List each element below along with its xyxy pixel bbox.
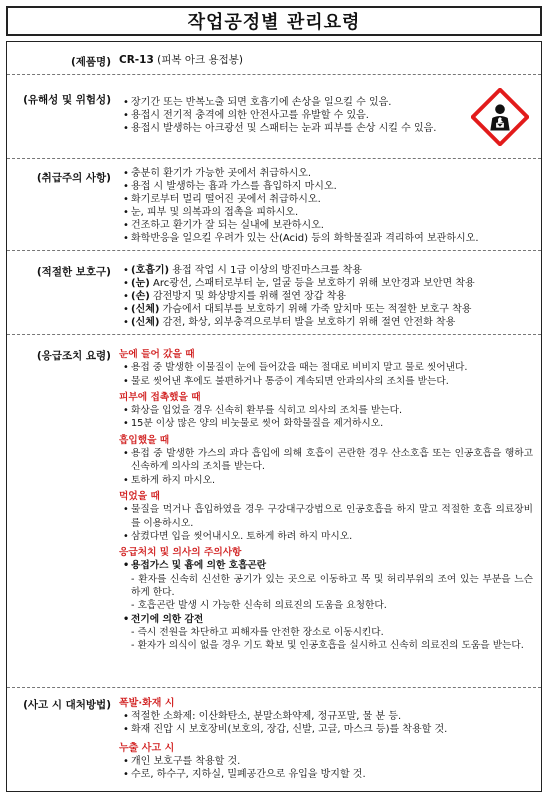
inhale-item: • 토하게 하지 마시오. — [119, 474, 533, 487]
doctor-line: - 호흡곤란 발생 시 가능한 신속히 의료진의 도움을 요청한다. — [131, 600, 387, 612]
handling-item: • 화학반응을 일으킬 우려가 있는 산(Acid) 등의 화학물질과 격리하여 보관하시오. — [119, 232, 533, 245]
product-desc: (피복 아크 용접봉) — [157, 54, 243, 66]
ingest-heading: 먹었을 때 — [119, 490, 160, 502]
eye-item: • 물로 씻어낸 후에도 불편하거나 통증이 계속되면 안과의사의 조치를 받는다. — [119, 375, 533, 388]
product-code: CR-13 — [119, 54, 154, 66]
ppe-item: • (신체) 가슴에서 대퇴부를 보호하기 위해 가죽 앞치마 또는 적절한 보호구 착용 — [119, 303, 533, 316]
handling-item: • 눈, 피부 및 의복과의 접촉을 피하시오. — [119, 206, 533, 219]
inhale-item: • 용접 중 발생한 가스의 과다 흡입에 의해 호흡이 곤란한 경우 산소호흡 또는 인공호흡을 행하고 신속하게 의사의 조치를 받는다. — [119, 447, 533, 474]
hazard-item: • 용접시 발생하는 아크광선 및 스패터는 눈과 피부를 손상 시킬 수 있음. — [119, 122, 459, 135]
hazard-label: (유해성 및 위험성) — [23, 94, 111, 106]
fire-item: • 화재 진압 시 보호장비(보호의, 장갑, 신발, 고글, 마스크 등)를 착용할 것. — [119, 723, 533, 736]
handling-item: • 충분히 환기가 가능한 곳에서 취급하시오. — [119, 167, 533, 180]
inhale-heading: 흡입했을 때 — [119, 434, 170, 446]
handling-label: (취급주의 사항) — [36, 172, 111, 184]
page-title — [6, 6, 542, 36]
leak-item: • 개인 보호구를 착용할 것. — [119, 755, 533, 768]
leak-heading: 누출 사고 시 — [119, 743, 175, 754]
fire-item: • 적절한 소화제: 이산화탄소, 분말소화약제, 정규포말, 물 분 등. — [119, 710, 533, 723]
accident-label: (사고 시 대처방법) — [23, 699, 111, 711]
ingest-item: • 물질을 먹거나 흡입하였을 경우 구강대구강법으로 인공호흡을 하지 말고 적절한 호흡 의료장비를 이용하시오. — [119, 503, 533, 530]
handling-item: • 용접 시 발생하는 흄과 가스를 흡입하지 마시오. — [119, 180, 533, 193]
handling-item: • 화기로부터 멀리 떨어진 곳에서 취급하시오. — [119, 193, 533, 206]
ppe-label: (적절한 보호구) — [36, 266, 111, 278]
leak-item: • 수로, 하수구, 지하실, 밀폐공간으로 유입을 방지할 것. — [119, 768, 533, 781]
fire-heading: 폭발·화재 시 — [119, 698, 175, 709]
doctor-line: - 환자를 신속히 신선한 공기가 있는 곳으로 이동하고 목 및 허리부위의 조여 있는 부분을 느슨하게 한다. — [131, 573, 533, 599]
skin-heading: 피부에 접촉했을 때 — [119, 391, 201, 403]
divider — [7, 74, 541, 75]
doctor-sub-heading: • 전기에 의한 감전 — [119, 613, 533, 626]
ppe-item: • (신체) 감전, 화상, 외부충격으로부터 발을 보호하기 위해 절연 안전화 착용 — [119, 316, 533, 329]
doctor-heading: 응급처치 및 의사의 주의사항 — [119, 547, 242, 559]
doctor-sub-heading: • 용접가스 및 흄에 의한 호흡곤란 — [119, 559, 533, 572]
ppe-item: • (눈) Arc광선, 스패터로부터 눈, 얼굴 등을 보호하기 위해 보안경과 보안면 착용 — [119, 277, 533, 290]
handling-item: • 건조하고 환기가 잘 되는 실내에 보관하시오. — [119, 219, 533, 232]
skin-item: • 15분 이상 많은 양의 비눗물로 씻어 화학물질을 제거하시오. — [119, 417, 533, 430]
ghs-health-hazard-icon — [471, 88, 529, 146]
eye-heading: 눈에 들어 갔을 때 — [119, 349, 195, 360]
doctor-line: - 환자가 의식이 없을 경우 기도 확보 및 인공호흡을 실시하고 신속히 의료진의 도움을 받는다. — [131, 640, 524, 652]
eye-item: • 용접 중 발생한 이물질이 눈에 들어갔을 때는 절대로 비비지 말고 물로 씻어낸다. — [119, 361, 533, 374]
product-label: (제품명) — [70, 56, 111, 68]
ppe-item: • (손) 감전방지 및 화상방지를 위해 절연 장갑 착용 — [119, 290, 533, 303]
skin-item: • 화상을 입었을 경우 신속히 환부를 식히고 의사의 조치를 받는다. — [119, 404, 533, 417]
hazard-item: • 장기간 또는 반복노출 되면 호흡기에 손상을 일으킬 수 있음. — [119, 96, 459, 109]
doctor-line: - 즉시 전원을 차단하고 피해자를 안전한 장소로 이동시킨다. — [131, 626, 384, 638]
ppe-item: • (호흡기) 용접 작업 시 1급 이상의 방진마스크를 착용 — [119, 264, 533, 277]
hazard-item: • 용접시 전기적 충격에 의한 안전사고를 유발할 수 있음. — [119, 109, 459, 122]
first-aid-label: (응급조치 요령) — [36, 350, 111, 362]
divider — [7, 250, 541, 251]
divider — [7, 158, 541, 159]
divider — [7, 334, 541, 335]
divider — [7, 687, 541, 688]
page-title-text: 작업공정별 관리요령 — [187, 12, 361, 33]
document-body — [6, 41, 542, 792]
ingest-item: • 삼켰다면 입을 씻어내시오. 토하게 하려 하지 마시오. — [119, 530, 533, 543]
